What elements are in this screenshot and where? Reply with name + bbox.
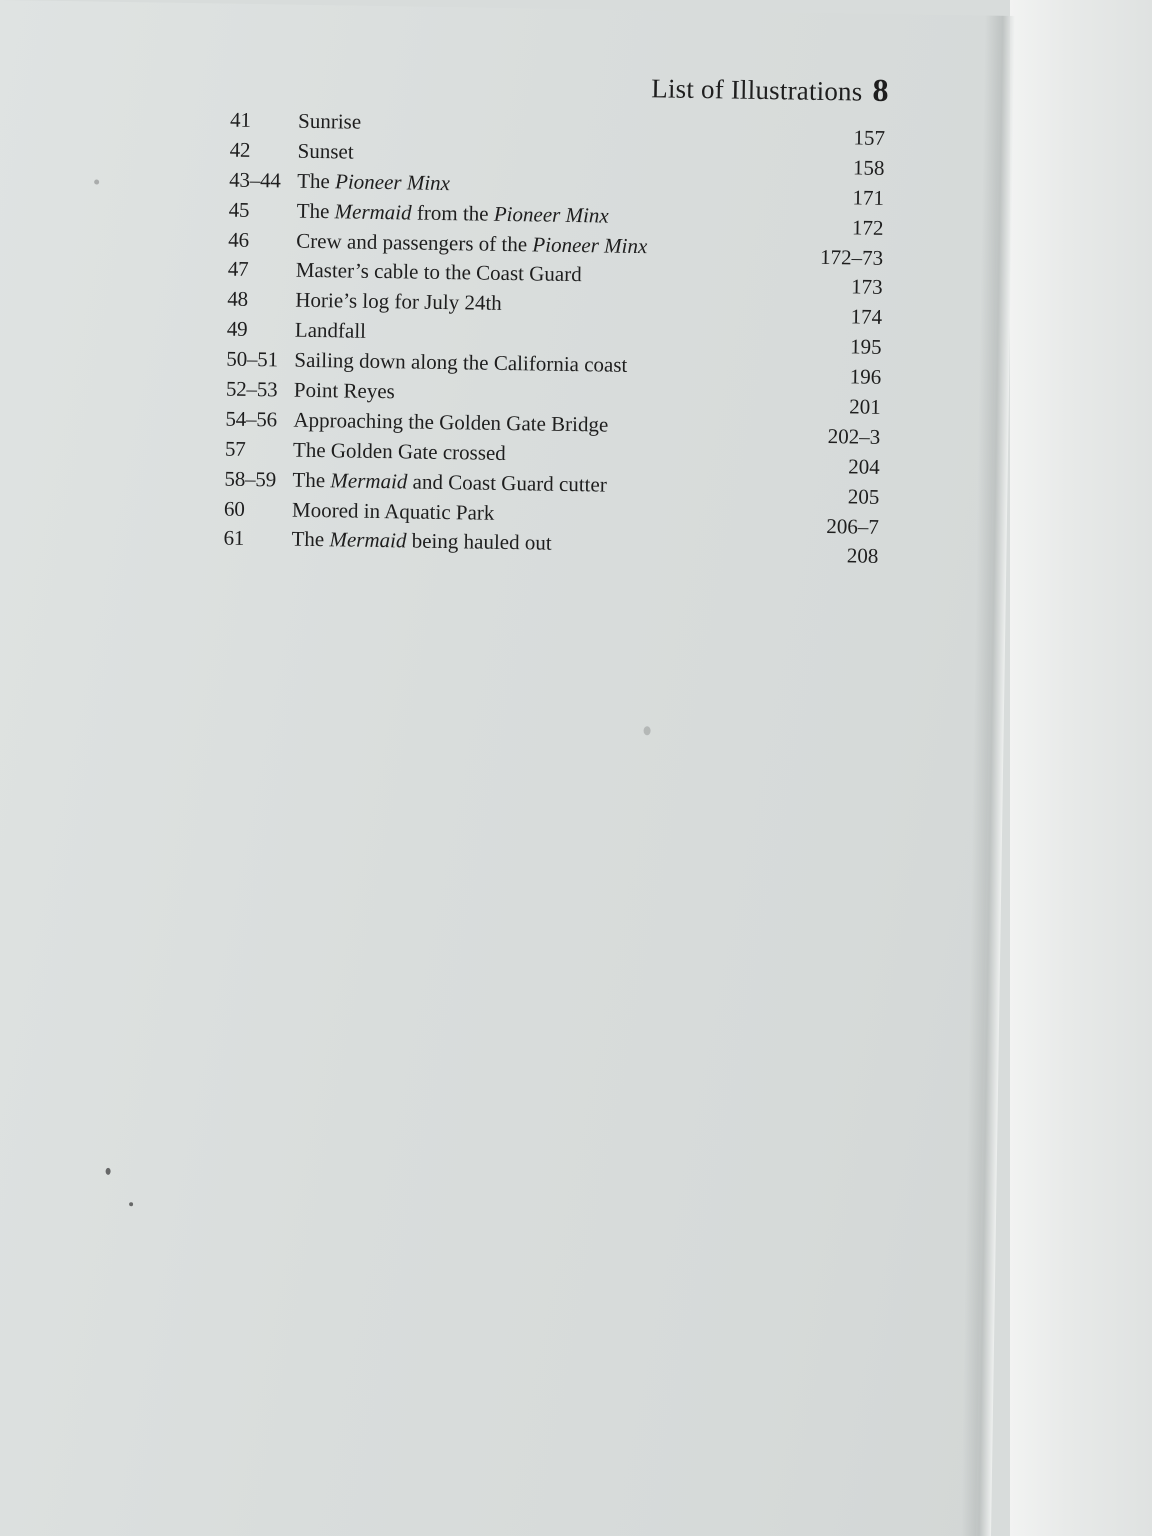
italic-title-segment: Mermaid <box>330 467 408 494</box>
page-reference: 196 <box>849 364 882 390</box>
title-segment: Horie’s log for July 24th <box>295 288 502 316</box>
title-segment: Master’s cable to the Coast Guard <box>295 258 582 287</box>
page-reference: 201 <box>849 394 881 419</box>
italic-title-segment: Pioneer Minx <box>493 201 609 228</box>
title-segment: The <box>297 168 336 194</box>
title-segment: Landfall <box>294 317 367 344</box>
paper-speck <box>94 180 99 185</box>
italic-title-segment: Pioneer Minx <box>532 231 648 258</box>
illustration-title <box>292 495 495 528</box>
page-reference: 157 <box>853 125 886 150</box>
title-segment: Sailing down along the California coast <box>294 347 628 378</box>
plate-number: 61 <box>223 526 245 551</box>
illustration-title <box>294 376 395 407</box>
plate-number: 52–53 <box>225 376 278 402</box>
page-reference: 205 <box>847 484 880 509</box>
page-reference: 158 <box>852 155 885 180</box>
illustration-title <box>293 406 608 441</box>
title-segment: Sunrise <box>297 108 362 134</box>
page-reference: 172–73 <box>819 244 884 270</box>
plate-number: 57 <box>224 436 246 461</box>
title-segment: Point Reyes <box>293 377 396 404</box>
plate-number: 46 <box>228 227 250 252</box>
page-reference: 173 <box>850 274 883 300</box>
illustration-title <box>297 166 450 198</box>
header-page-number: 8 <box>872 71 889 108</box>
paper-speck <box>644 726 651 735</box>
page-reference: 208 <box>846 543 879 569</box>
page-reference: 174 <box>850 304 883 330</box>
title-segment: being hauled out <box>406 528 552 556</box>
italic-title-segment: Pioneer Minx <box>334 169 451 195</box>
title-segment: Approaching the Golden Gate Bridge <box>293 407 609 437</box>
italic-title-segment: Mermaid <box>334 198 412 225</box>
title-segment: and Coast Guard cutter <box>407 469 608 497</box>
plate-number: 43–44 <box>229 167 281 193</box>
illustration-list <box>223 106 886 569</box>
title-segment: from the <box>411 200 495 226</box>
italic-title-segment: Mermaid <box>329 527 407 553</box>
title-segment: Moored in Aquatic Park <box>291 497 495 525</box>
page-reference: 171 <box>852 185 885 210</box>
page-reference: 204 <box>848 454 880 479</box>
plate-number: 49 <box>226 316 248 342</box>
plate-number: 58–59 <box>224 466 277 492</box>
page-reference: 195 <box>849 334 882 360</box>
illustration-title <box>295 316 367 347</box>
plate-number: 45 <box>228 197 250 222</box>
illustration-title <box>291 525 552 559</box>
title-segment: The <box>292 467 331 492</box>
title-segment: Sunset <box>297 138 354 164</box>
illustration-title <box>292 465 607 500</box>
illustration-title <box>296 196 608 231</box>
plate-number: 47 <box>227 257 249 282</box>
plate-number: 54–56 <box>225 406 278 432</box>
header-title: List of Illustrations <box>651 73 863 107</box>
title-segment: Crew and passengers of the <box>296 228 533 256</box>
paper-speck <box>129 1202 133 1206</box>
title-segment: The <box>296 198 335 223</box>
plate-number: 41 <box>229 107 251 132</box>
plate-number: 42 <box>229 137 251 162</box>
page-reference: 202–3 <box>827 423 881 449</box>
illustration-title <box>298 107 361 138</box>
illustration-title <box>297 137 353 168</box>
illustration-title <box>295 286 502 319</box>
plate-number: 60 <box>223 496 245 521</box>
page-reference: 206–7 <box>826 513 880 539</box>
title-segment: The <box>291 527 330 552</box>
illustration-title <box>293 435 506 468</box>
paper-speck <box>106 1168 111 1175</box>
illustration-title <box>296 256 582 290</box>
plate-number: 48 <box>227 286 249 312</box>
facing-page-edge <box>1010 0 1152 1536</box>
title-segment: The Golden Gate crossed <box>292 437 506 465</box>
running-header <box>0 58 889 109</box>
page-reference: 172 <box>851 215 884 240</box>
page-gutter-shadow <box>961 15 1015 1536</box>
plate-number: 50–51 <box>226 346 279 372</box>
